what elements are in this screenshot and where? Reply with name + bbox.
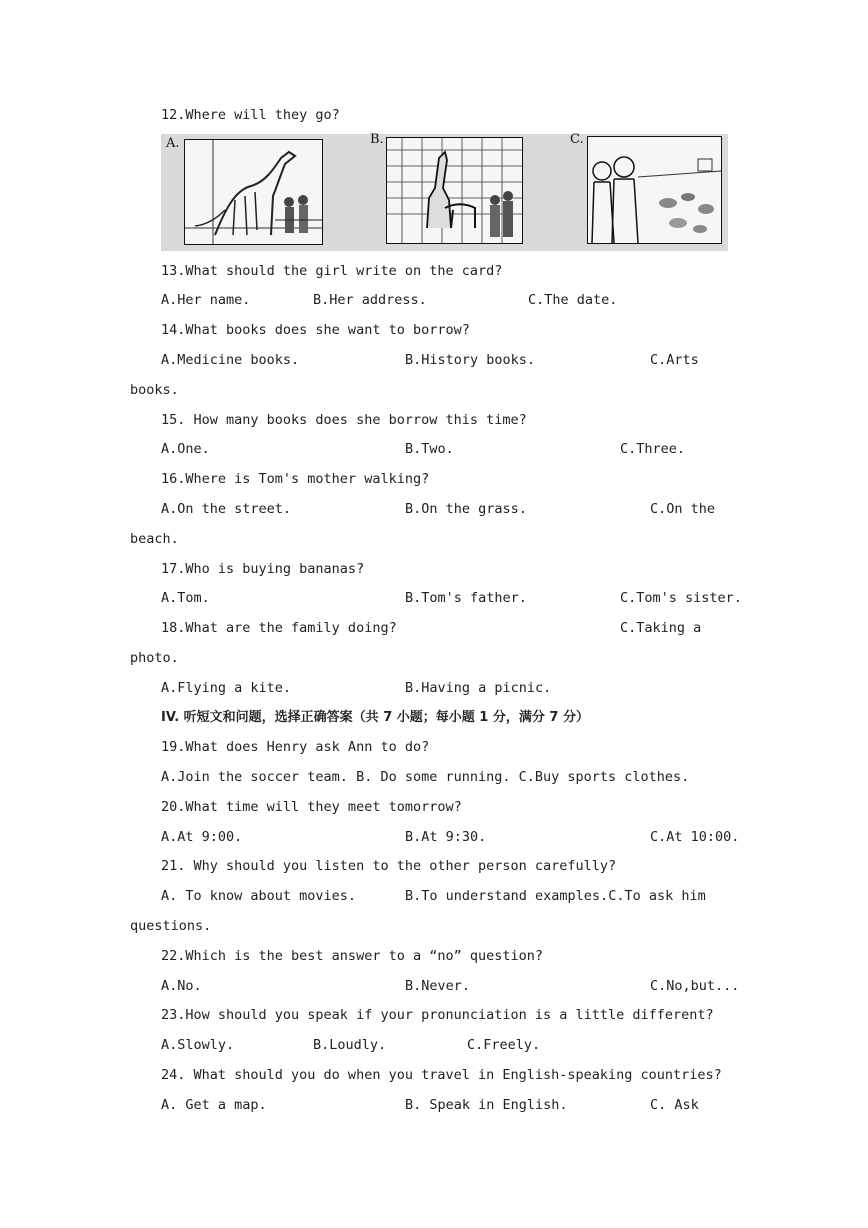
q20-option-a: A.At 9:00. [161,829,243,845]
question-17: 17.Who is buying bananas? [161,561,365,577]
q16-option-c-continued: beach. [130,531,179,547]
q22-option-b: B.Never. [405,978,471,994]
question-12: 12.Where will they go? [161,107,340,123]
q13-option-b: B.Her address. [313,292,427,308]
q17-option-c: C.Tom's sister. [620,590,742,606]
zoo-giraffe-icon [386,137,523,244]
q24-option-b: B. Speak in English. [405,1097,568,1113]
q24-option-c: C. Ask [650,1097,699,1113]
picture-a-label: A. [166,136,180,151]
q14-option-c-continued: books. [130,382,179,398]
question-12-pictures [161,134,728,251]
q23-option-a: A.Slowly. [161,1037,235,1053]
q21-option-a: A. To know about movies. [161,888,357,904]
q24-option-a: A. Get a map. [161,1097,267,1113]
q23-option-b: B.Loudly. [313,1037,387,1053]
q18-option-c: C.Taking a [620,620,702,636]
question-23: 23.How should you speak if your pronunciation is a little different? [161,1007,714,1023]
q15-option-a: A.One. [161,441,210,457]
q20-option-c: C.At 10:00. [650,829,740,845]
question-24: 24. What should you do when you travel in English-speaking countries? [161,1067,722,1083]
q14-option-c: C.Arts [650,352,699,368]
q21-options-bc: B.To understand examples.C.To ask him [405,888,706,904]
q14-option-a: A.Medicine books. [161,352,300,368]
section-iv-heading: IV. 听短文和问题，选择正确答案（共 7 小题；每小题 1 分，满分 7 分） [161,710,589,725]
question-14: 14.What books does she want to borrow? [161,322,470,338]
question-22: 22.Which is the best answer to a “no” question? [161,948,544,964]
question-21: 21. Why should you listen to the other person carefully? [161,858,617,874]
q19-options: A.Join the soccer team. B. Do some running. C.Buy sports clothes. [161,769,690,785]
q15-option-b: B.Two. [405,441,454,457]
q15-option-c: C.Three. [620,441,686,457]
question-18: 18.What are the family doing? [161,620,397,636]
q20-option-b: B.At 9:30. [405,829,487,845]
q23-option-c: C.Freely. [467,1037,541,1053]
question-20: 20.What time will they meet tomorrow? [161,799,462,815]
q13-option-a: A.Her name. [161,292,251,308]
q17-option-a: A.Tom. [161,590,210,606]
q21-option-c-continued: questions. [130,918,212,934]
q18-option-c-continued: photo. [130,650,179,666]
q18-option-a: A.Flying a kite. [161,680,292,696]
q22-option-a: A.No. [161,978,202,994]
q14-option-b: B.History books. [405,352,536,368]
q22-option-c: C.No,but... [650,978,740,994]
museum-dinosaur-skeleton-icon [184,139,323,245]
q13-option-c: C.The date. [528,292,618,308]
question-19: 19.What does Henry ask Ann to do? [161,739,430,755]
question-13: 13.What should the girl write on the card? [161,263,503,279]
question-15: 15. How many books does she borrow this time? [161,412,527,428]
question-16: 16.Where is Tom's mother walking? [161,471,430,487]
picture-c-label: C. [570,132,584,147]
q16-option-c: C.On the [650,501,716,517]
farm-animals-icon [587,136,722,244]
q17-option-b: B.Tom's father. [405,590,527,606]
q18-option-b: B.Having a picnic. [405,680,552,696]
q16-option-b: B.On the grass. [405,501,527,517]
picture-b-label: B. [370,132,384,147]
q16-option-a: A.On the street. [161,501,292,517]
